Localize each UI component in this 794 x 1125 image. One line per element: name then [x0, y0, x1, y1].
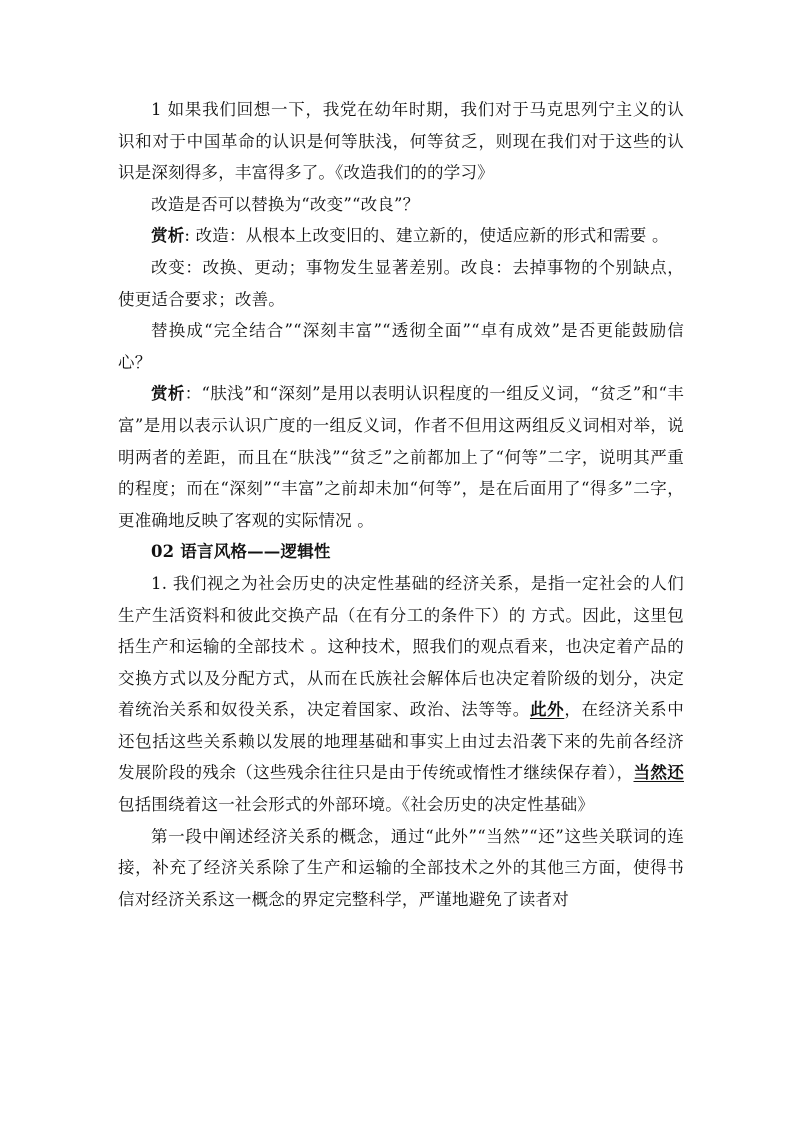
- paragraph-example-2: [118, 568, 684, 821]
- definition-gaibian-gailiang: 改变：改换、更动；事物发生显著差别。改良：去掉事物的个别缺点，使更适合要求；改善。: [118, 257, 684, 309]
- paragraph-commentary: 第一段中阐述经济关系的概念，通过“此外”“当然”“还”这些关联词的连接，补充了经济关系除了生产和运输的全部技术之外的其他三方面，使得书信对经济关系这一概念的界定完整科学，严谨地避免了读者对: [118, 826, 684, 909]
- analysis-label: 赏析: [151, 226, 185, 246]
- analysis-gaizao: [118, 220, 684, 252]
- paragraph-example-1: 1 如果我们回想一下，我党在幼年时期，我们对于马克思列宁主义的认识和对于中国革命的认识是何等肤浅，何等贫乏，则现在我们对于这些的认识是深刻得多，丰富得多了。《改造我们的的学习》: [118, 100, 684, 183]
- emphasis-dangranhai: 当然还: [633, 763, 684, 783]
- analysis-antonyms: [118, 378, 684, 536]
- example-text-part2: ，在经济关系中还包括这些关系赖以发展的地理基础和事实上由过去沿袭下来的先前各经济发展阶段的残余（这些残余往往只是由于传统或惰性才继续保存着），: [118, 700, 685, 783]
- analysis-text: : 改造：从根本上改变旧的、建立新的，使适应新的形式和需要 。: [184, 226, 669, 246]
- example-text-part3: 包括围绕着这一社会形式的外部环境。《社会历史的决定性基础》: [118, 795, 595, 815]
- example-text-part1: 1. 我们视之为社会历史的决定性基础的经济关系，是指一定社会的人们生产生活资料和彼此交换产品（在有分工的条件下）的 方式。因此，这里包括生产和运输的全部技术 。这种技术，照我们的观点看来，也决定着产品的交换方式以及分配方式，从而在氏族社会解体后也决定着阶级的划分，决定着统治关系和奴役关系，决定着国家、政治、法等等。: [118, 573, 684, 720]
- analysis-text: ：“肤浅”和“深刻”是用以表明认识程度的一组反义词，“贫乏”和“丰富”是用以表示认识广度的一组反义词，作者不但用这两组反义词相对举，说明两者的差距，而且在“肤浅”“贫乏”之前都加上了“何等”二字，说明其严重的程度；而在“深刻”“丰富”之前却未加“何等”，是在后面用了“得多”二字，更准确地反映了客观的实际情况 。: [118, 384, 684, 530]
- document-page: [118, 94, 684, 915]
- question-replacement: 替换成“完全结合”“深刻丰富”“透彻全面”“卓有成效”是否更能鼓励信心？: [118, 321, 684, 372]
- question-gaizao: 改造是否可以替换为“改变”“改良”？: [151, 194, 420, 214]
- analysis-label: 赏析: [151, 384, 185, 404]
- section-heading: 02 语言风格——逻辑性: [151, 542, 331, 562]
- emphasis-ciwai: 此外: [529, 700, 565, 720]
